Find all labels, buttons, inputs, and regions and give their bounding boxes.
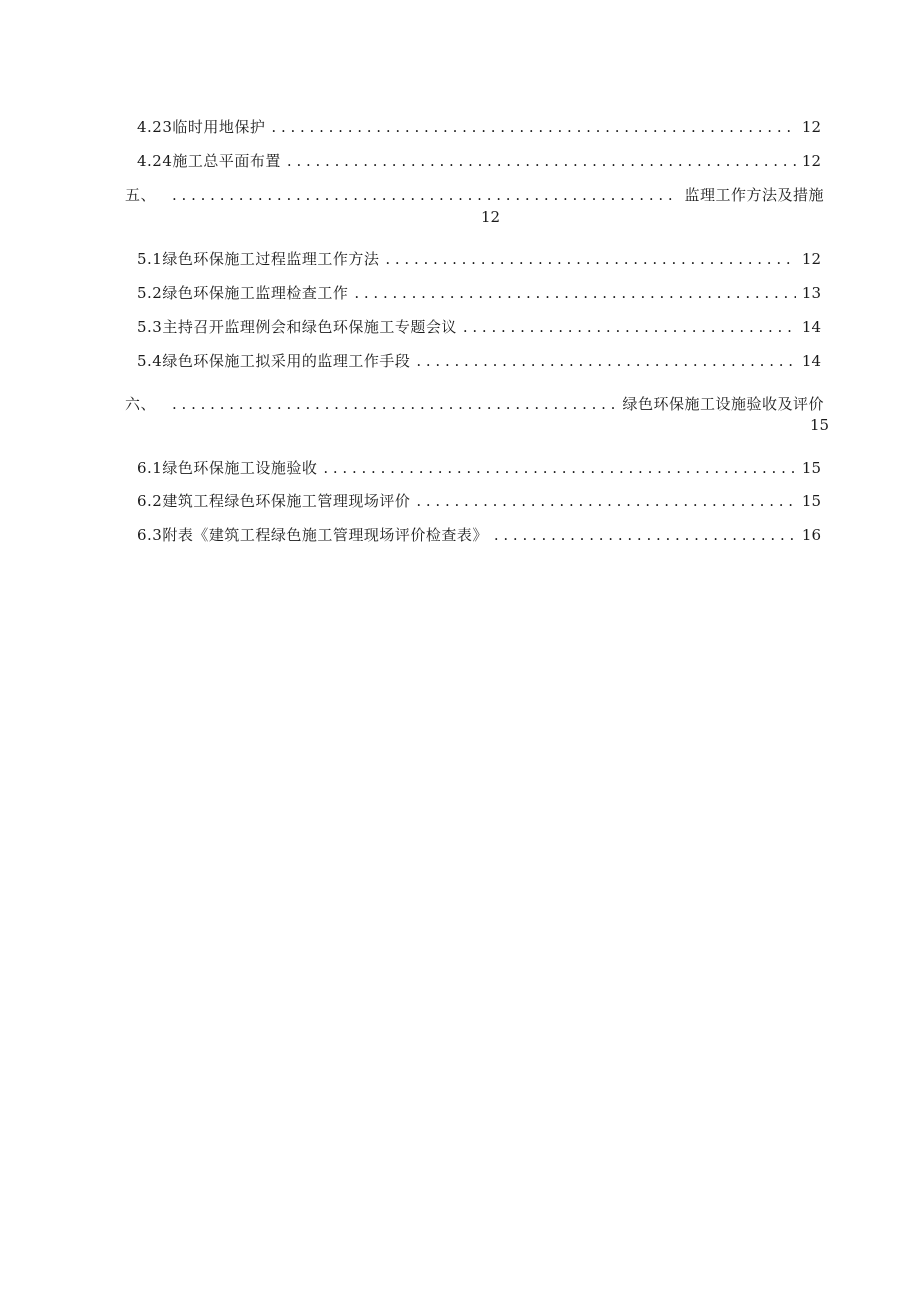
toc-chapter-entry (125, 186, 824, 204)
toc-entry-label: 6.2建筑工程绿色环保施工管理现场评价 (137, 492, 411, 510)
toc-entry (137, 352, 821, 370)
toc-page-number: 12 (481, 208, 501, 226)
toc-chapter-number: 六、 (125, 395, 157, 413)
toc-entry-label: 4.24施工总平面布置 (137, 152, 281, 170)
dot-leader (463, 318, 796, 336)
toc-entry-label: 5.3主持召开监理例会和绿色环保施工专题会议 (137, 318, 457, 336)
toc-entry-label: 4.23临时用地保护 (137, 118, 266, 136)
toc-entry-label: 6.1绿色环保施工设施验收 (137, 459, 318, 477)
toc-chapter-title: 绿色环保施工设施验收及评价 (622, 395, 824, 413)
dot-leader (172, 395, 616, 413)
toc-entry (137, 118, 821, 136)
toc-page-number: 12 (801, 118, 821, 136)
toc-entry (137, 526, 821, 544)
toc-entry-label: 5.1绿色环保施工过程监理工作方法 (137, 250, 380, 268)
toc-page-number: 14 (801, 318, 821, 336)
dot-leader (494, 526, 796, 544)
dot-leader (271, 118, 796, 136)
toc-entry-label: 5.2绿色环保施工监理检查工作 (137, 284, 349, 302)
dot-leader (416, 492, 796, 510)
toc-entry (137, 492, 821, 510)
toc-page-number: 15 (810, 416, 830, 434)
dot-leader (172, 186, 678, 204)
toc-entry-label: 6.3附表《建筑工程绿色施工管理现场评价检查表》 (137, 526, 488, 544)
toc-page-number: 12 (801, 250, 821, 268)
dot-leader (323, 459, 796, 477)
dot-leader (287, 152, 796, 170)
toc-page-number: 15 (801, 492, 821, 510)
toc-entry (137, 152, 821, 170)
toc-page-number: 16 (801, 526, 821, 544)
toc-entry (137, 318, 821, 336)
dot-leader (385, 250, 796, 268)
dot-leader (354, 284, 796, 302)
toc-entry (137, 459, 821, 477)
toc-entry-label: 5.4绿色环保施工拟采用的监理工作手段 (137, 352, 411, 370)
toc-page-number: 15 (801, 459, 821, 477)
dot-leader (416, 352, 796, 370)
toc-chapter-number: 五、 (125, 186, 157, 204)
toc-entry (137, 250, 821, 268)
toc-chapter-title: 监理工作方法及措施 (684, 186, 824, 204)
toc-page-number: 13 (801, 284, 821, 302)
toc-entry (137, 284, 821, 302)
toc-page-number: 14 (801, 352, 821, 370)
toc-page-number: 12 (801, 152, 821, 170)
toc-chapter-entry (125, 395, 824, 413)
